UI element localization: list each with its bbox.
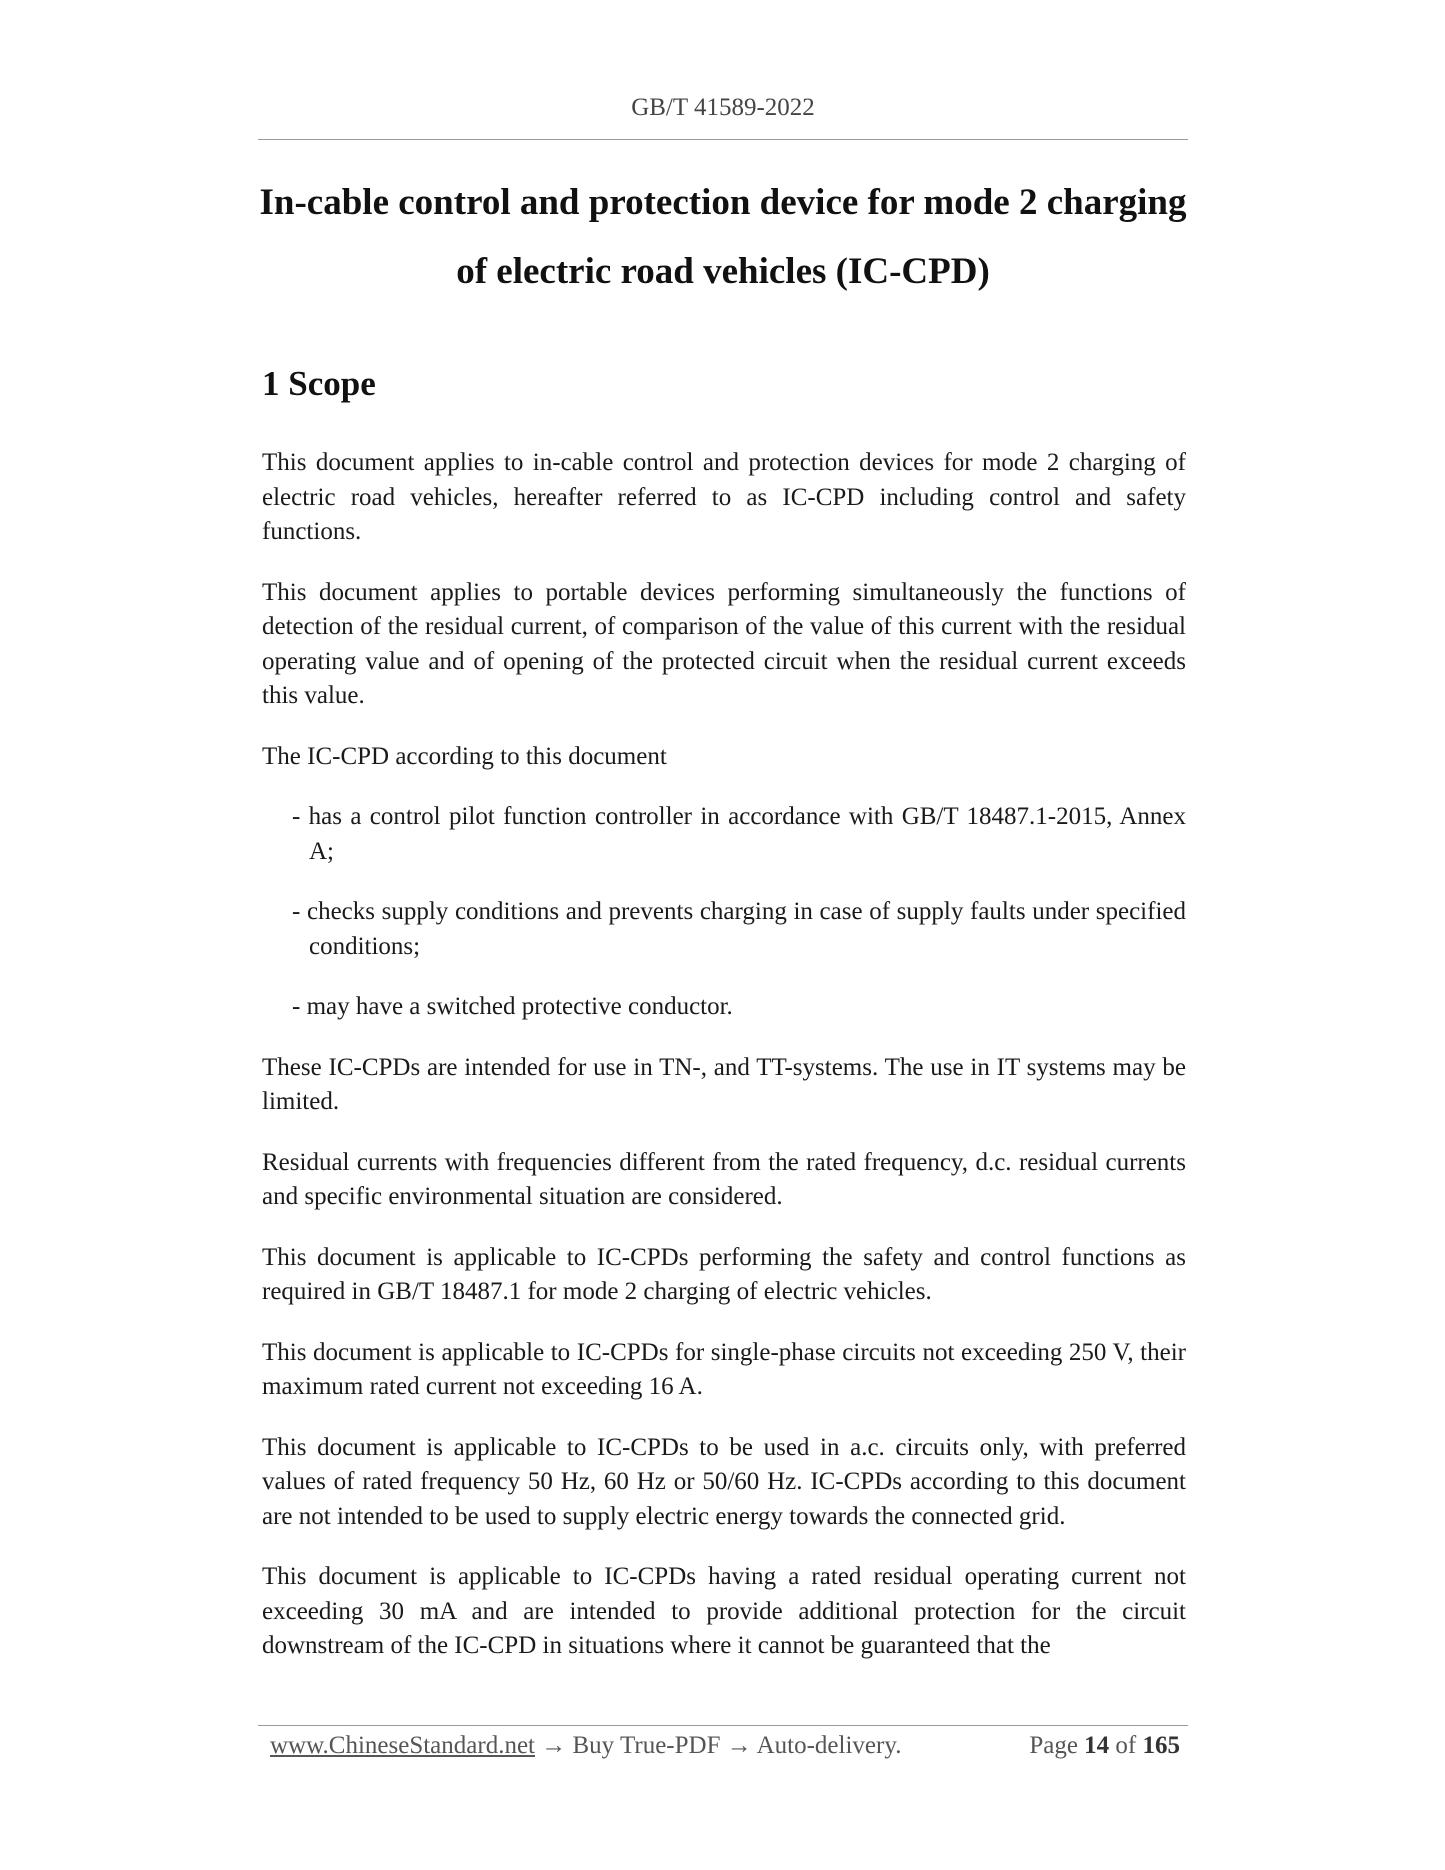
list-item: - checks supply conditions and prevents charging in case of supply faults under specified conditions; — [292, 898, 1186, 960]
paragraph: These IC-CPDs are intended for use in TN-, and TT-systems. The use in IT systems may be limited. — [262, 1053, 1186, 1115]
document-title — [258, 168, 1188, 306]
paragraph: This document is applicable to IC-CPDs performing the safety and control functions as required in GB/T 18487.1 for mode 2 charging of electric vehicles. — [262, 1243, 1186, 1305]
section-heading: 1 Scope — [262, 364, 376, 403]
total-pages: 165 — [1142, 1732, 1180, 1759]
list-item: - may have a switched protective conductor. — [292, 993, 733, 1020]
paragraph: Residual currents with frequencies different from the rated frequency, d.c. residual currents and specific environmental situation are considered. — [262, 1148, 1186, 1210]
paragraph: This document applies to in-cable control and protection devices for mode 2 charging of electric road vehicles, hereafter referred to as IC-CPD including control and safety functions. — [262, 449, 1186, 545]
paragraph: The IC-CPD according to this document — [262, 742, 667, 770]
requirements-list — [292, 800, 1186, 1025]
standard-id: GB/T 41589-2022 — [631, 94, 815, 121]
list-item: - has a control pilot function controller in accordance with GB/T 18487.1-2015, Annex A; — [292, 803, 1186, 865]
document-body — [262, 446, 1186, 1690]
title-line-1: In-cable control and protection device for mode 2 charging — [259, 182, 1187, 223]
page-footer — [270, 1732, 1180, 1760]
header-divider — [258, 139, 1188, 140]
title-line-2: of electric road vehicles (IC-CPD) — [456, 251, 990, 292]
page-indicator — [1029, 1732, 1180, 1760]
footer-divider — [258, 1725, 1188, 1726]
promo-text: → Buy True-PDF → Auto-delivery. — [535, 1732, 902, 1759]
paragraph: This document is applicable to IC-CPDs to be used in a.c. circuits only, with preferred values of rated frequency 50 Hz, 60 Hz or 50/60 Hz. IC-CPDs according to this document are not intended to be used to supply electric energy towards the connected grid. — [262, 1433, 1186, 1530]
page-label: Page — [1029, 1732, 1078, 1759]
paragraph: This document is applicable to IC-CPDs having a rated residual operating current not exceeding 30 mA and are intended to provide additional protection for the circuit downstream of the IC-CPD in situations where it cannot be guaranteed that the — [262, 1563, 1186, 1659]
website-link[interactable]: www.ChineseStandard.net — [270, 1732, 535, 1759]
page-number: 14 — [1084, 1732, 1110, 1759]
of-label: of — [1115, 1732, 1137, 1759]
paragraph: This document applies to portable devices performing simultaneously the functions of detection of the residual current, of comparison of the value of this current with the residual operating value and of opening of the protected circuit when the residual current exceeds this value. — [262, 578, 1186, 709]
paragraph: This document is applicable to IC-CPDs for single-phase circuits not exceeding 250 V, their maximum rated current not exceeding 16 A. — [262, 1338, 1186, 1400]
page-header — [258, 94, 1188, 122]
